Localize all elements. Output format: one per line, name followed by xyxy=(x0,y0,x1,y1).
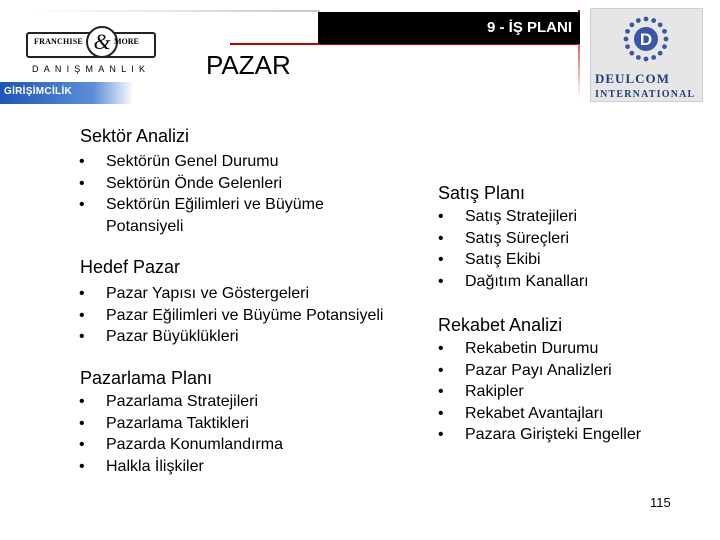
satis-list xyxy=(438,206,589,292)
bullet: • xyxy=(79,285,85,302)
emblem-dot xyxy=(625,29,630,34)
bullet: • xyxy=(438,404,444,422)
bullet: • xyxy=(79,328,85,345)
list-item: • Dağıtım Kanalları xyxy=(438,271,589,293)
bullet: • xyxy=(79,414,85,432)
emblem-dot xyxy=(651,55,656,60)
franchise-more-logo xyxy=(22,18,157,88)
emblem-dot xyxy=(636,18,641,23)
list-item: • Pazarlama Stratejileri xyxy=(79,391,283,413)
emblem-dot xyxy=(644,17,649,22)
deulcom-logo xyxy=(590,8,703,102)
emblem-dot xyxy=(658,51,663,56)
bullet: • xyxy=(79,393,85,410)
list-item: • Pazar Büyüklükleri xyxy=(79,326,383,348)
bullet: • xyxy=(79,196,85,213)
emblem-dot xyxy=(651,18,656,23)
logo-right-word: MORE xyxy=(114,37,139,46)
bullet: • xyxy=(438,208,444,225)
emblem-dot xyxy=(658,22,663,27)
bullet: • xyxy=(79,457,85,475)
list-item: • Rekabet Avantajları xyxy=(438,403,641,425)
emblem-dot xyxy=(636,55,641,60)
list-item: • Sektörün Önde Gelenleri xyxy=(79,173,386,195)
list-item: • Pazara Girişteki Engeller xyxy=(438,424,641,446)
bullet: • xyxy=(438,361,444,379)
emblem-dot xyxy=(624,37,629,42)
list-item: • Halkla İlişkiler xyxy=(79,456,283,478)
list-item: • Sektörün Genel Durumu xyxy=(79,151,386,173)
logo-name-line1: DEULCOM xyxy=(595,71,670,86)
bullet: • xyxy=(438,383,444,400)
list-item: • Pazar Eğilimleri ve Büyüme Potansiyeli xyxy=(79,305,383,327)
emblem-dot xyxy=(664,37,669,42)
bullet: • xyxy=(438,251,444,268)
section-heading-hedef-pazar: Hedef Pazar xyxy=(80,257,181,277)
emblem-dot xyxy=(662,44,667,49)
list-item: • Satış Stratejileri xyxy=(438,206,589,228)
list-item: • Pazarlama Taktikleri xyxy=(79,413,283,435)
logo-left-word: FRANCHISE xyxy=(34,37,83,46)
page-title: PAZAR xyxy=(206,50,291,80)
section-heading-satis: Satış Planı xyxy=(438,183,526,203)
slide-label: 9 - İŞ PLANI xyxy=(318,12,580,44)
bullet: • xyxy=(79,436,85,453)
list-item: • Pazarda Konumlandırma xyxy=(79,434,283,456)
emblem-letter: D xyxy=(639,30,653,49)
sektor-list xyxy=(79,151,386,237)
emblem-dot xyxy=(662,29,667,34)
list-item: • Pazar Yapısı ve Göstergeleri xyxy=(79,283,383,305)
logo-name-line2: INTERNATIONAL xyxy=(595,89,696,100)
list-item: • Sektörün Eğilimleri ve Büyüme Potansiyeli xyxy=(79,196,324,235)
list-item: • Satış Süreçleri xyxy=(438,228,589,250)
logo-ampersand: & xyxy=(86,26,118,58)
section-tag: GİRİŞİMCİLİK xyxy=(4,86,73,97)
emblem-dot xyxy=(644,57,649,62)
list-item: • Rekabetin Durumu xyxy=(438,338,641,360)
bullet: • xyxy=(79,153,85,170)
section-heading-pazarlama: Pazarlama Planı xyxy=(80,368,213,388)
pazarlama-list xyxy=(79,391,283,477)
list-item: • Pazar Payı Analizleri xyxy=(438,360,641,382)
rekabet-list xyxy=(438,338,641,446)
section-heading-rekabet: Rekabet Analizi xyxy=(438,315,563,335)
bullet: • xyxy=(438,426,444,443)
emblem-dot xyxy=(629,22,634,27)
bullet: • xyxy=(79,306,85,324)
deulcom-emblem-icon xyxy=(591,9,702,69)
page-number: 115 xyxy=(650,495,671,510)
emblem-dot xyxy=(625,44,630,49)
bullet: • xyxy=(438,340,444,357)
bullet: • xyxy=(79,174,85,192)
section-heading-sektor: Sektör Analizi xyxy=(80,126,190,146)
bullet: • xyxy=(438,272,444,290)
emblem-dot xyxy=(629,51,634,56)
list-item: • Satış Ekibi xyxy=(438,249,589,271)
logo-subtitle: DANIŞMANLIK xyxy=(32,64,151,74)
bullet: • xyxy=(438,229,444,247)
list-item: • Rakipler xyxy=(438,381,641,403)
hedef-pazar-list xyxy=(79,283,383,348)
header-top-rule xyxy=(28,10,320,12)
